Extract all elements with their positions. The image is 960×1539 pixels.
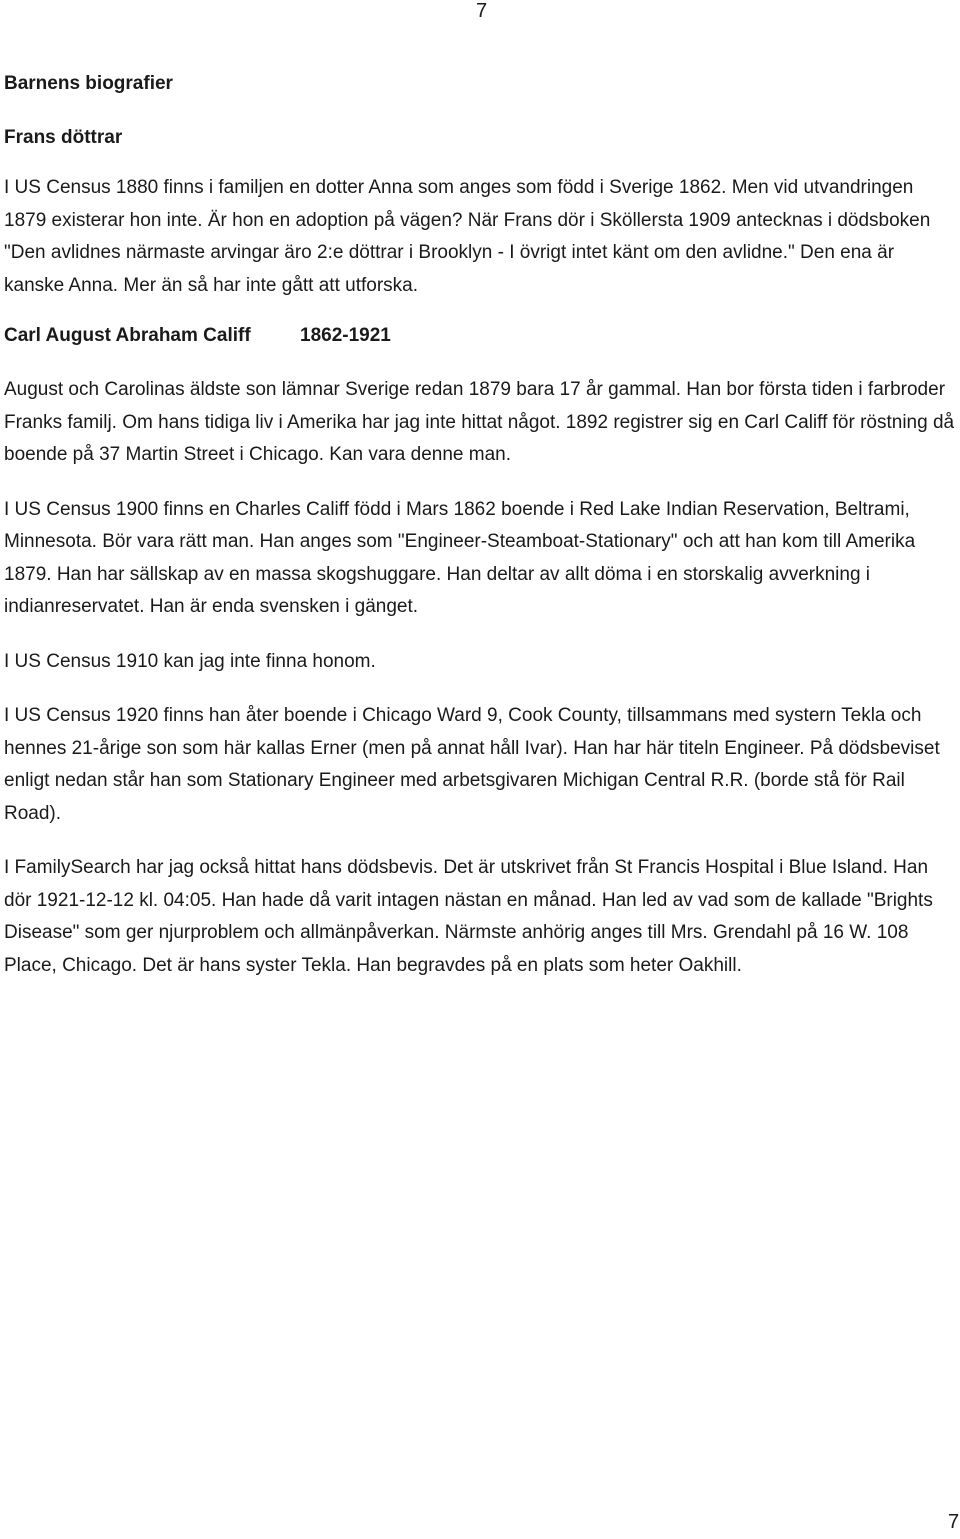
frans-paragraph: I US Census 1880 finns i familjen en dotter Anna som anges som född i Sverige 1862. Men vid utvandringen 1879 existerar hon inte. Är hon en adoption på vägen? När Frans dör i Sköllersta 1909 antecknas i dödsboken "Den avlidnes närmaste arvingar äro 2:e döttrar i Brooklyn - I övrigt intet känt om den avlidne." Den ena är kanske Anna. Mer än så har inte gått att utforska. <box>4 177 931 296</box>
section-subtitle: Frans döttrar <box>4 127 123 148</box>
paragraph-emigration: August och Carolinas äldste son lämnar Sverige redan 1879 bara 17 år gammal. Han bor första tiden i farbroder Franks familj. Om hans tidiga liv i Amerika har jag inte hittat något. 1892 registrer sig en Carl Califf för röstning då boende på 37 Martin Street i Chicago. Kan vara denne man. <box>4 379 955 465</box>
person-name: Carl August Abraham Califf <box>4 325 251 346</box>
person-years: 1862-1921 <box>300 325 391 346</box>
paragraph-census-1900: I US Census 1900 finns en Charles Califf född i Mars 1862 boende i Red Lake Indian Reservation, Beltrami, Minnesota. Bör vara rätt man. Han anges som "Engineer-Steamboat-Stationary" och att han kom till Amerika 1879. Han har sällskap av en massa skogshuggare. Han deltar av allt döma i en storskalig avverkning i indianreservatet. Han är enda svensken i gänget. <box>4 498 916 617</box>
person-heading <box>4 320 956 352</box>
paragraph-death-certificate: I FamilySearch har jag också hittat hans dödsbevis. Det är utskrivet från St Francis Hospital i Blue Island. Han dör 1921-12-12 kl. 04:05. Han hade då varit intagen nästan en månad. Han led av vad som de kallade "Brights Disease" som ger njurproblem och allmänpåverkan. Närmste anhörig anges till Mrs. Grendahl på 16 W. 108 Place, Chicago. Det är hans syster Tekla. Han begravdes på en plats som heter Oakhill. <box>4 857 933 976</box>
page-number-bottom: 7 <box>948 1511 960 1533</box>
page-number-top: 7 <box>476 0 488 22</box>
section-title: Barnens biografier <box>4 73 173 94</box>
paragraph-census-1910: I US Census 1910 kan jag inte finna honom. <box>4 650 376 672</box>
paragraph-census-1920: I US Census 1920 finns han åter boende i Chicago Ward 9, Cook County, tillsammans med systern Tekla och hennes 21-årige son som här kallas Erner (men på annat håll Ivar). Han har här titeln Engineer. På dödsbeviset enligt nedan står han som Stationary Engineer med arbetsgivaren Michigan Central R.R. (borde stå för Rail Road). <box>4 705 940 824</box>
document-body <box>4 68 956 982</box>
